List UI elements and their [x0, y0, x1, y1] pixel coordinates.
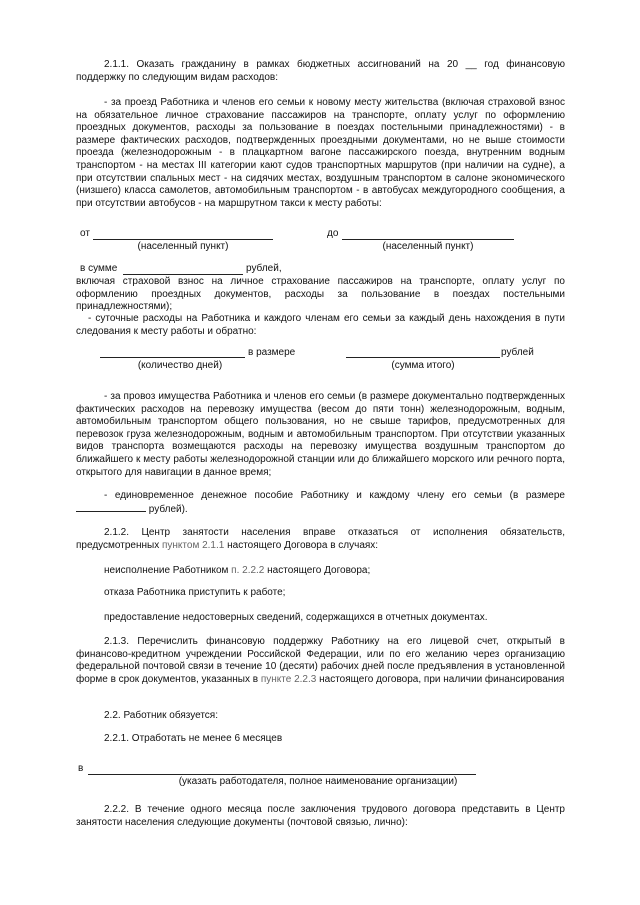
in-label: в [78, 763, 84, 774]
allowance-rubles: рублей). [148, 503, 188, 515]
sum-suffix: рублей, [246, 263, 282, 274]
days-count-line [100, 357, 245, 358]
daily-allowance-paragraph: - суточные расходы на Работника и каждого членам его семьи за каждый день нахождения в пути следования к месту работы и обратно: [76, 313, 565, 337]
allowance-paragraph [76, 490, 565, 516]
from-settlement-caption: (населенный пункт) [137, 241, 229, 252]
clause-2-1-3-text-end: настоящего договора, при наличии финансирования [319, 673, 565, 685]
property-transport-paragraph: - за провоз имущества Работника и членов его семьи (в размере документально подтвержденных фактических расходов на перевозку имущества (весом до пяти тонн) железнодорожным, водным, автомобильным транспортом общего пользования, но не свыше тарифов, предусмотренных для перевозок груза железнодорожным, водным и автомобильным транспортом. При отсутствии указанных видов транспорта возмещаются расходы на перевозку имущества воздушным транспортом до ближайшего к месту работы железнодорожной станции или до ближайшего морского или речного порта, открытого для навигации в данное время; [76, 391, 565, 478]
clause-2-1-2-reference: пунктом 2.1.1 [161, 539, 225, 551]
to-label: до [327, 228, 339, 239]
rubles-label: рублей [501, 347, 534, 358]
clause-2-1-2-text: 2.1.2. Центр занятости населения вправе отказаться от исполнения обязательств, предусмотренных [76, 527, 565, 551]
employer-line [88, 774, 476, 775]
to-settlement-caption: (населенный пункт) [382, 241, 474, 252]
clause-2-1-3-reference: пункте 2.2.3 [260, 673, 317, 685]
travel-expenses-paragraph: - за проезд Работника и членов его семьи к новому месту жительства (включая страховой взнос на обязательное личное страхование пассажиров на транспорте, оплату услуг по оформлению проездных документов, расходы за пользование в поездах постельными принадлежностями) - в размере фактических расходов, подтвержденных проездными документами, но не выше стоимости проезда (железнодорожным - в плацкартном вагоне пассажирского поезда, внутренним водным транспортом - на местах III категории кают судов транспортных маршрутов (при наличии на судне), а при отсутствии спальных мест - на сидячих местах, воздушным транспортом в салоне экономического (низшего) класса самолетов, автомобильным транспортом - в автобусах междугородного сообщения, а при отсутствии автобусов - на маршрутном такси к месту работы: [76, 97, 565, 209]
from-label: от [80, 228, 90, 239]
clause-2-1-2-text-end: настоящего Договора в случаях: [227, 539, 379, 551]
case-non-fulfilment [76, 565, 565, 578]
size-label: в размере [248, 347, 296, 358]
clause-2-1-1: 2.1.1. Оказать гражданину в рамках бюджетных ассигнований на 20 __ год финансовую поддержку по следующим видам расходов: [76, 59, 565, 83]
clause-2-1-3-text: 2.1.3. Перечислить финансовую поддержку Работнику на его лицевой счет, открытый в финансово-кредитном учреждении Российской Федерации, или по его желанию через организацию федеральной почтовой связи в течение 10 (десяти) рабочих дней после предъявления в установленной форме в срок документов, указанных в [76, 636, 565, 685]
clause-2-1-2 [76, 527, 565, 552]
clause-2-1-3 [76, 636, 565, 686]
allowance-amount-line [76, 503, 146, 512]
days-caption: (количество дней) [137, 360, 223, 371]
including-paragraph: включая страховой взнос на личное страхование пассажиров на транспорте, оплату услуг по оформлению проездных документов, расходы за пользование в поездах постельными принадлежностями); [76, 276, 565, 313]
clause-2-2-1: 2.2.1. Отработать не менее 6 месяцев [104, 733, 283, 744]
employer-caption: (указать работодателя, полное наименование организации) [178, 776, 458, 787]
to-settlement-line [342, 239, 514, 240]
from-settlement-line [93, 239, 273, 240]
sum-prefix: в сумме [80, 263, 118, 274]
case-non-fulfilment-text-end: настоящего Договора; [267, 565, 371, 576]
clause-2-2-2: 2.2.2. В течение одного месяца после заключения трудового договора представить в Центр занятости населения следующие документы (почтовой связью, лично): [76, 804, 565, 828]
clause-2-2: 2.2. Работник обязуется: [104, 710, 219, 721]
total-sum-line [346, 357, 500, 358]
case-refusal: отказа Работника приступить к работе; [104, 587, 286, 598]
case-non-fulfilment-reference: п. 2.2.2 [231, 565, 265, 576]
total-caption: (сумма итого) [391, 360, 455, 371]
allowance-text: - единовременное денежное пособие Работнику и каждому члену его семьи (в размере [104, 490, 565, 501]
case-false-info: предоставление недостоверных сведений, содержащихся в отчетных документах. [104, 612, 488, 623]
case-non-fulfilment-text: неисполнение Работником [104, 565, 229, 576]
sum-line [123, 274, 243, 275]
